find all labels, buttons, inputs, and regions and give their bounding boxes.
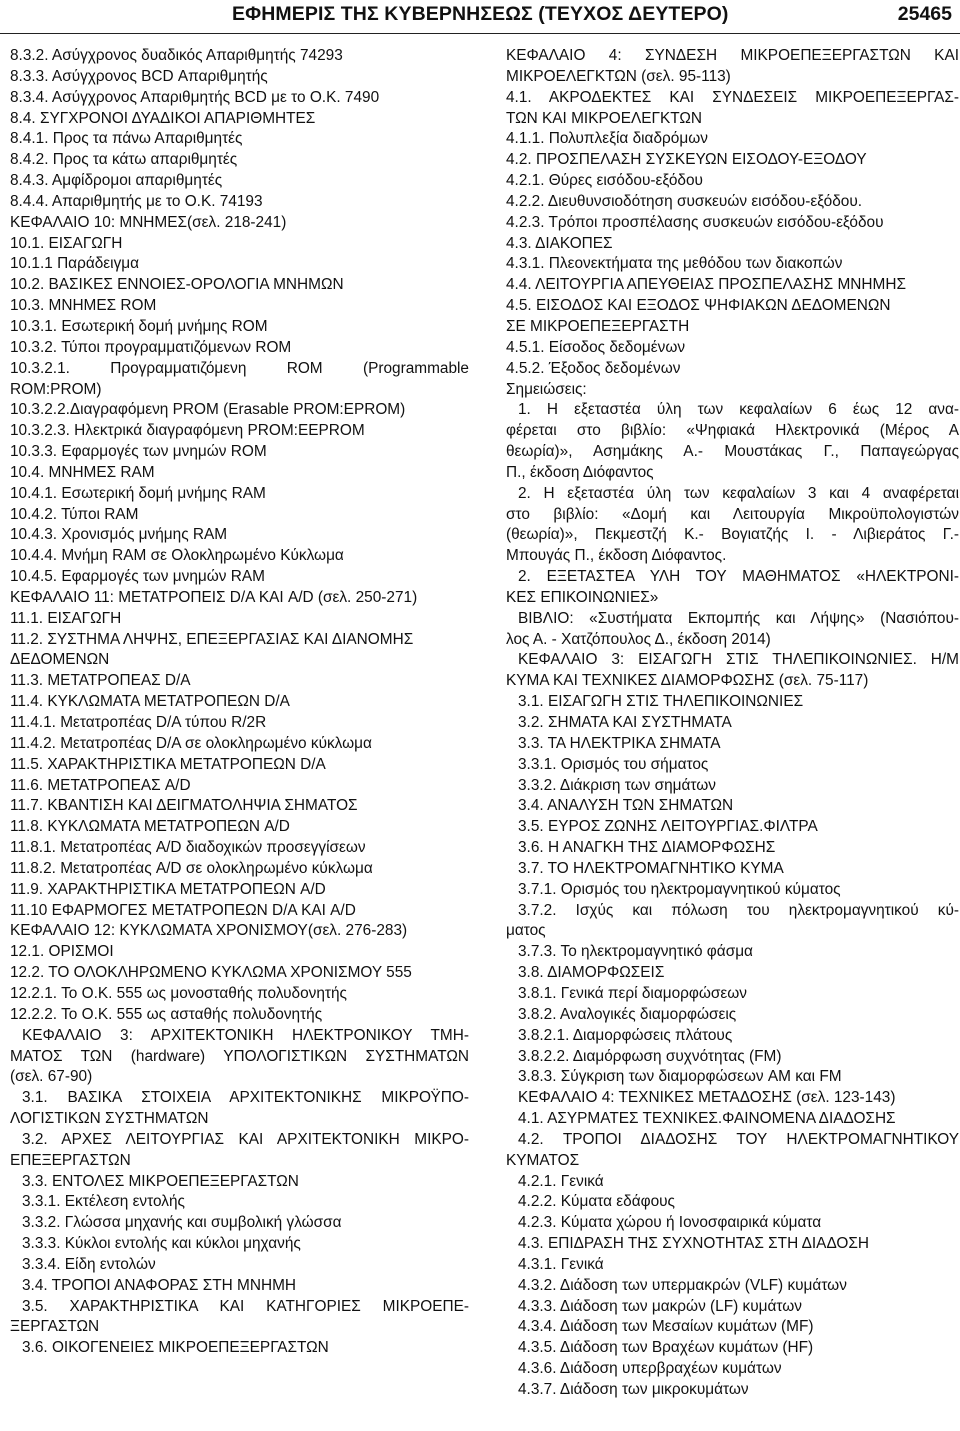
gazette-title: ΕΦΗΜΕΡΙΣ ΤΗΣ ΚΥΒΕΡΝΗΣΕΩΣ (ΤΕΥΧΟΣ ΔΕΥΤΕΡΟ)	[232, 3, 729, 25]
text-line: 10.3.3. Εφαρμογές των μνημών ROM	[10, 443, 267, 461]
text-line: 10.4.3. Χρονισμός μνήμης RAM	[10, 526, 228, 544]
text-line: 4.3.1. Πλεονεκτήματα της μεθόδου των διακοπών	[506, 255, 843, 273]
text-line: 11.4.2. Μετατροπέας D/A σε ολοκληρωμένο κύκλωμα	[10, 734, 372, 752]
text-line: 3.1. ΒΑΣΙΚΑ ΣΤΟΙΧΕΙΑ ΑΡΧΙΤΕΚΤΟΝΙΚΗΣ ΜΙΚΡΟΫΠΟ-	[22, 1089, 469, 1107]
text-line: 3.8. ΔΙΑΜΟΡΦΩΣΕΙΣ	[518, 964, 665, 982]
text-line: 3.3.4. Είδη εντολών	[22, 1255, 156, 1273]
text-line: 12.2.1. Το Ο.Κ. 555 ως μονοσταθής πολυδονητής	[10, 984, 347, 1002]
text-line: 2. Η εξεταστέα ύλη των κεφαλαίων 3 και 4 αναφέρεται	[518, 484, 959, 502]
text-line: 10.3.1. Εσωτερική δομή μνήμης ROM	[10, 317, 268, 335]
text-line: 4.3.3. Διάδοση των μακρών (LF) κυμάτων	[518, 1297, 802, 1315]
text-line: 3.6. ΟΙΚΟΓΕΝΕΙΕΣ ΜΙΚΡΟΕΠΕΞΕΡΓΑΣΤΩΝ	[22, 1339, 329, 1357]
text-line: 10.1. ΕΙΣΑΓΩΓΗ	[10, 234, 123, 252]
text-line: 3.5. ΧΑΡΑΚΤΗΡΙΣΤΙΚΑ ΚΑΙ ΚΑΤΗΓΟΡΙΕΣ ΜΙΚΡΟΕΠΕ-	[22, 1297, 469, 1315]
text-line: 4.3.1. Γενικά	[518, 1255, 604, 1273]
text-line: 3.3. ΤΑ ΗΛΕΚΤΡΙΚΑ ΣΗΜΑΤΑ	[518, 734, 721, 752]
text-line: 3.7.2. Ισχύς και πόλωση του ηλεκτρομαγνητικού κύ-	[518, 901, 959, 919]
text-line: 10.4. ΜΝΗΜΕΣ RAM	[10, 463, 155, 481]
text-line: 4.3. ΔΙΑΚΟΠΕΣ	[506, 234, 613, 252]
text-line: ROM:PROM)	[10, 380, 102, 398]
text-line: 12.2.2. Το Ο.Κ. 555 ως ασταθής πολυδονητής	[10, 1005, 323, 1023]
text-line: 11.10 ΕΦΑΡΜΟΓΕΣ ΜΕΤΑΤΡΟΠΕΩΝ D/A ΚΑΙ A/D	[10, 901, 356, 919]
text-line: στο βιβλίο: «Δομή και Λειτουργία Μικροϋπολογιστών	[506, 505, 959, 523]
text-line: 4.1. ΑΚΡΟΔΕΚΤΕΣ ΚΑΙ ΣΥΝΔΕΣΕΙΣ ΜΙΚΡΟΕΠΕΞΕΡΓΑΣ-	[506, 88, 959, 106]
text-line: 3.3.1. Ορισμός του σήματος	[518, 755, 709, 773]
text-line: 4.3.2. Διάδοση των υπερμακρών (VLF) κυμάτων	[518, 1276, 847, 1294]
text-line: 3.4. ΑΝΑΛΥΣΗ ΤΩΝ ΣΗΜΑΤΩΝ	[518, 797, 734, 815]
text-line: φέρεται στο βιβλίο: «Ψηφιακά Ηλεκτρονικά (Μέρος Α	[506, 422, 959, 440]
text-line: 3.3. ΕΝΤΟΛΕΣ ΜΙΚΡΟΕΠΕΞΕΡΓΑΣΤΩΝ	[22, 1172, 299, 1190]
text-line: 3.8.3. Σύγκριση των διαμορφώσεων AM και FM	[518, 1068, 842, 1086]
text-line: 10.3.2. Τύποι προγραμματιζόμενων ROM	[10, 338, 292, 356]
text-line: 3.1. ΕΙΣΑΓΩΓΗ ΣΤΙΣ ΤΗΛΕΠΙΚΟΙΝΩΝΙΕΣ	[518, 693, 804, 711]
text-line: 3.2. ΑΡΧΕΣ ΛΕΙΤΟΥΡΓΙΑΣ ΚΑΙ ΑΡΧΙΤΕΚΤΟΝΙΚΗ ΜΙΚΡΟ-	[22, 1130, 469, 1148]
left-column	[10, 46, 469, 1359]
text-line: ΒΙΒΛΙΟ: «Συστήματα Εκπομπής και Λήψης» (Νασιόπου-	[518, 609, 959, 627]
text-line: 11.3. ΜΕΤΑΤΡΟΠΕΑΣ D/A	[10, 672, 191, 690]
text-line: 4.3.4. Διάδοση των Μεσαίων κυμάτων (MF)	[518, 1318, 814, 1336]
text-line: 11.8. ΚΥΚΛΩΜΑΤΑ ΜΕΤΑΤΡΟΠΕΩΝ A/D	[10, 818, 290, 836]
text-line: 4.2. ΠΡΟΣΠΕΛΑΣΗ ΣΥΣΚΕΥΩΝ ΕΙΣΟΔΟΥ-ΕΞΟΔΟΥ	[506, 151, 867, 169]
text-line: θεωρία)», Ασημάκης Α.- Μουστάκας Γ., Παπαγεώργας	[506, 443, 959, 461]
text-line: 10.1.1 Παράδειγμα	[10, 255, 140, 273]
text-line: 4.4. ΛΕΙΤΟΥΡΓΙΑ ΑΠΕΥΘΕΙΑΣ ΠΡΟΣΠΕΛΑΣΗΣ ΜΝΗΜΗΣ	[506, 276, 906, 294]
text-line: 4.3.5. Διάδοση των Βραχέων κυμάτων (HF)	[518, 1339, 814, 1357]
text-line: 3.7.1. Ορισμός του ηλεκτρομαγνητικού κύματος	[518, 880, 841, 898]
text-line: 11.8.2. Μετατροπέας A/D σε ολοκληρωμένο κύκλωμα	[10, 859, 373, 877]
text-line: 3.8.2. Αναλογικές διαμορφώσεις	[518, 1005, 737, 1023]
text-line: 3.3.2. Διάκριση των σημάτων	[518, 776, 716, 794]
text-line: 11.1. ΕΙΣΑΓΩΓΗ	[10, 609, 122, 627]
text-line: 3.8.2.1. Διαμορφώσεις πλάτους	[518, 1026, 733, 1044]
text-line: 4.2. ΤΡΟΠΟΙ ΔΙΑΔΟΣΗΣ ΤΟΥ ΗΛΕΚΤΡΟΜΑΓΝΗΤΙΚΟΥ	[518, 1130, 959, 1148]
text-line: 11.6. ΜΕΤΑΤΡΟΠΕΑΣ A/D	[10, 776, 191, 794]
text-line: 10.3.2.3. Ηλεκτρικά διαγραφόμενη PROM:EEPROM	[10, 422, 365, 440]
text-line: ΕΠΕΞΕΡΓΑΣΤΩΝ	[10, 1151, 131, 1169]
text-line: 4.2.3. Κύματα χώρου ή Ιονοσφαιρικά κύματα	[518, 1214, 822, 1232]
text-line: ΣΕ ΜΙΚΡΟΕΠΕΞΕΡΓΑΣΤΗ	[506, 317, 690, 335]
text-line: 10.2. ΒΑΣΙΚΕΣ ΕΝΝΟΙΕΣ-ΟΡΟΛΟΓΙΑ ΜΝΗΜΩΝ	[10, 276, 344, 294]
text-line: 4.2.2. Διευθυνσιοδότηση συσκευών εισόδου-εξόδου.	[506, 192, 863, 210]
text-line: 4.2.3. Τρόποι προσπέλασης συσκευών εισόδου-εξόδου	[506, 213, 884, 231]
text-line: 3.6. Η ΑΝΑΓΚΗ ΤΗΣ ΔΙΑΜΟΡΦΩΣΗΣ	[518, 839, 776, 857]
text-line: 4.3.7. Διάδοση των μικροκυμάτων	[518, 1381, 749, 1398]
text-line: 2. ΕΞΕΤΑΣΤΕΑ ΥΛΗ ΤΟΥ ΜΑΘΗΜΑΤΟΣ «ΗΛΕΚΤΡΟΝΙ-	[518, 568, 959, 586]
text-line: ΚΕΦΑΛΑΙΟ 11: ΜΕΤΑΤΡΟΠΕΙΣ D/A ΚΑΙ A/D (σελ. 250-271)	[10, 588, 418, 606]
text-line: 12.2. ΤΟ ΟΛΟΚΛΗΡΩΜΕΝΟ ΚΥΚΛΩΜΑ ΧΡΟΝΙΣΜΟΥ 555	[10, 964, 412, 982]
text-line: 1. Η εξεταστέα ύλη των κεφαλαίων 6 έως 12 ανα-	[518, 401, 959, 419]
text-line: λος Α. - Χατζόπουλος Δ., έκδοση 2014)	[506, 630, 771, 648]
text-line: 3.7. ΤΟ ΗΛΕΚΤΡΟΜΑΓΝΗΤΙΚΟ ΚΥΜΑ	[518, 859, 784, 877]
text-line: 12.1. ΟΡΙΣΜΟΙ	[10, 943, 114, 961]
text-line: 10.4.2. Τύποι RAM	[10, 505, 139, 523]
text-line: ΚΕΦΑΛΑΙΟ 3: ΑΡΧΙΤΕΚΤΟΝΙΚΗ ΗΛΕΚΤΡΟΝΙΚΟΥ ΤΜΗ-	[22, 1026, 469, 1044]
text-line: 10.4.5. Εφαρμογές των μνημών RAM	[10, 568, 265, 586]
text-line: 4.2.1. Θύρες εισόδου-εξόδου	[506, 172, 703, 190]
text-line: ΛΟΓΙΣΤΙΚΩΝ ΣΥΣΤΗΜΑΤΩΝ	[10, 1110, 209, 1128]
text-line: ΚΕΦΑΛΑΙΟ 12: ΚΥΚΛΩΜΑΤΑ ΧΡΟΝΙΣΜΟΥ(σελ. 276-283)	[10, 922, 408, 940]
text-line: ΜΙΚΡΟΕΛΕΓΚΤΩΝ (σελ. 95-113)	[506, 67, 731, 85]
text-line: ΤΩΝ ΚΑΙ ΜΙΚΡΟΕΛΕΓΚΤΩΝ	[506, 109, 702, 127]
text-line: 10.4.4. Μνήμη RAM σε Ολοκληρωμένο Κύκλωμα	[10, 547, 344, 565]
text-line: 10.4.1. Εσωτερική δομή μνήμης RAM	[10, 484, 266, 502]
right-column	[506, 46, 959, 1401]
text-line: 11.4.1. Μετατροπέας D/A τύπου R/2R	[10, 714, 267, 731]
text-line: 8.4.3. Αμφίδρομοι απαριθμητές	[10, 172, 223, 190]
text-line: 4.1.1. Πολυπλεξία διαδρόμων	[506, 130, 708, 148]
text-line: 10.3. ΜΝΗΜΕΣ ROM	[10, 297, 157, 315]
text-line: 3.8.2.2. Διαμόρφωση συχνότητας (FM)	[518, 1047, 782, 1065]
text-line: 10.3.2.1. Προγραμματιζόμενη ROM (Programmable	[10, 359, 469, 377]
text-line: ματος	[506, 922, 546, 940]
text-line: 3.2. ΣΗΜΑΤΑ ΚΑΙ ΣΥΣΤΗΜΑΤΑ	[518, 714, 732, 731]
text-line: 3.5. ΕΥΡΟΣ ΖΩΝΗΣ ΛΕΙΤΟΥΡΓΙΑΣ.ΦΙΛΤΡΑ	[518, 818, 818, 836]
text-line: Μπουγάς Π., έκδοση Διόφαντος.	[506, 547, 727, 565]
text-line: 8.3.4. Ασύγχρονος Απαριθμητής BCD με το Ο.Κ. 7490	[10, 88, 380, 106]
text-line: 8.4. ΣΥΓΧΡΟΝΟΙ ΔΥΑΔΙΚΟΙ ΑΠΑΡΙΘΜΗΤΕΣ	[10, 109, 316, 127]
text-line: 4.2.2. Κύματα εδάφους	[518, 1193, 675, 1211]
page-header	[0, 0, 960, 34]
text-line: (σελ. 67-90)	[10, 1068, 93, 1086]
text-line: 3.3.2. Γλώσσα μηχανής και συμβολική γλώσσα	[22, 1214, 342, 1232]
text-line: 4.5.2. Έξοδος δεδομένων	[506, 359, 681, 377]
text-line: 11.8.1. Μετατροπέας A/D διαδοχικών προσεγγίσεων	[10, 839, 366, 857]
text-line: ΔΕΔΟΜΕΝΩΝ	[10, 651, 110, 669]
text-line: 4.5. ΕΙΣΟΔΟΣ ΚΑΙ ΕΞΟΔΟΣ ΨΗΦΙΑΚΩΝ ΔΕΔΟΜΕΝΩΝ	[506, 297, 891, 315]
text-line: ΚΕΦΑΛΑΙΟ 4: ΣΥΝΔΕΣΗ ΜΙΚΡΟΕΠΕΞΕΡΓΑΣΤΩΝ ΚΑΙ	[506, 47, 959, 64]
text-line: ΜΑΤΟΣ ΤΩΝ (hardware) ΥΠΟΛΟΓΙΣΤΙΚΩΝ ΣΥΣΤΗΜΑΤΩΝ	[10, 1047, 469, 1065]
text-line: ΚΥΜΑΤΟΣ	[506, 1151, 580, 1169]
text-line: 8.4.2. Προς τα κάτω απαριθμητές	[10, 151, 238, 169]
text-line: 8.3.3. Ασύγχρονος BCD Απαριθμητής	[10, 67, 268, 85]
text-line: ΚΕΦΑΛΑΙΟ 10: ΜΝΗΜΕΣ(σελ. 218-241)	[10, 213, 287, 231]
text-line: 8.4.1. Προς τα πάνω Απαριθμητές	[10, 130, 243, 148]
text-line: 4.3.6. Διάδοση υπερβραχέων κυμάτων	[518, 1360, 782, 1378]
text-line: Π., έκδοση Διόφαντος	[506, 463, 654, 481]
text-line: 4.1. ΑΣΥΡΜΑΤΕΣ ΤΕΧΝΙΚΕΣ.ΦΑΙΝΟΜΕΝΑ ΔΙΑΔΟΣΗΣ	[518, 1110, 896, 1128]
text-line: 11.9. ΧΑΡΑΚΤΗΡΙΣΤΙΚΑ ΜΕΤΑΤΡΟΠΕΩΝ A/D	[10, 880, 326, 898]
text-line: 10.3.2.2.Διαγραφόμενη PROM (Erasable PROM:EPROM)	[10, 401, 406, 419]
text-line: 8.3.2. Ασύγχρονος δυαδικός Απαριθμητής 74293	[10, 47, 343, 64]
text-line: 8.4.4. Απαριθμητής με το Ο.Κ. 74193	[10, 192, 263, 210]
text-line: 11.7. ΚΒΑΝΤΙΣΗ ΚΑΙ ΔΕΙΓΜΑΤΟΛΗΨΙΑ ΣΗΜΑΤΟΣ	[10, 797, 358, 815]
text-line: 3.7.3. Το ηλεκτρομαγνητικό φάσμα	[518, 943, 753, 961]
text-line: ΚΕΦΑΛΑΙΟ 4: ΤΕΧΝΙΚΕΣ ΜΕΤΑΔΟΣΗΣ (σελ. 123-143)	[518, 1089, 896, 1107]
text-line: Σημειώσεις:	[506, 380, 587, 398]
text-line: 3.8.1. Γενικά περί διαμορφώσεων	[518, 984, 747, 1002]
text-line: 11.4. ΚΥΚΛΩΜΑΤΑ ΜΕΤΑΤΡΟΠΕΩΝ D/A	[10, 693, 290, 711]
text-line: ΚΕΦΑΛΑΙΟ 3: ΕΙΣΑΓΩΓΗ ΣΤΙΣ ΤΗΛΕΠΙΚΟΙΝΩΝΙΕΣ. Η/Μ	[518, 651, 959, 669]
text-line: 11.5. ΧΑΡΑΚΤΗΡΙΣΤΙΚΑ ΜΕΤΑΤΡΟΠΕΩΝ D/A	[10, 755, 326, 773]
text-line: 3.4. ΤΡΟΠΟΙ ΑΝΑΦΟΡΑΣ ΣΤΗ ΜΝΗΜΗ	[22, 1276, 297, 1294]
text-line: 11.2. ΣΥΣΤΗΜΑ ΛΗΨΗΣ, ΕΠΕΞΕΡΓΑΣΙΑΣ ΚΑΙ ΔΙΑΝΟΜΗΣ	[10, 630, 414, 648]
header-rule	[0, 33, 960, 34]
text-line: ΚΥΜΑ ΚΑΙ ΤΕΧΝΙΚΕΣ ΔΙΑΜΟΡΦΩΣΗΣ (σελ. 75-117)	[506, 672, 869, 690]
text-line: 3.3.1. Εκτέλεση εντολής	[22, 1193, 185, 1211]
text-line: 4.3. ΕΠΙΔΡΑΣΗ ΤΗΣ ΣΥΧΝΟΤΗΤΑΣ ΣΤΗ ΔΙΑΔΟΣΗ	[518, 1235, 869, 1253]
text-line: 4.2.1. Γενικά	[518, 1172, 604, 1190]
text-line: 3.3.3. Κύκλοι εντολής και κύκλοι μηχανής	[22, 1235, 301, 1253]
text-line: (θεωρία)», Πεκμεστζή Κ.- Βογιατζής Ι. - Λιβιεράτος Γ.-	[506, 526, 959, 544]
text-line: ΞΕΡΓΑΣΤΩΝ	[10, 1318, 100, 1336]
text-line: 4.5.1. Είσοδος δεδομένων	[506, 338, 686, 356]
page-number: 25465	[897, 3, 952, 25]
text-line: ΚΕΣ ΕΠΙΚΟΙΝΩΝΙΕΣ»	[506, 588, 659, 606]
